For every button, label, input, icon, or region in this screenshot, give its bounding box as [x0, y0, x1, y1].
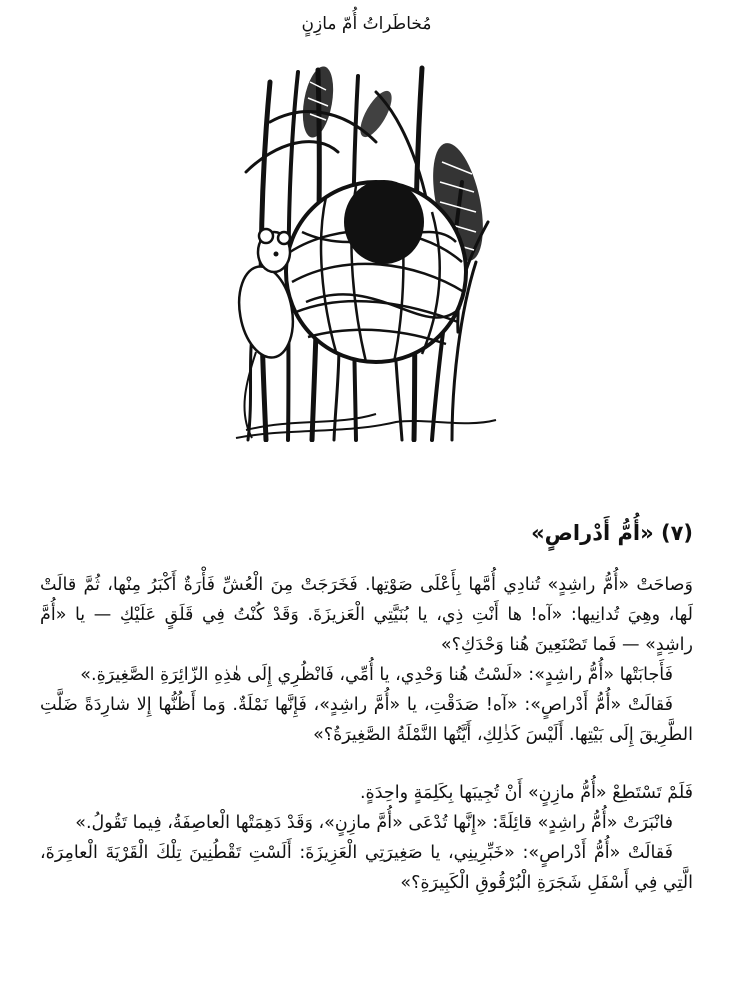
paragraph: فانْبَرَتْ «أُمُّ راشِدٍ» قائِلَةً: «إِنَّها تُدْعَى «أُمَّ مازِنٍ»، وَقَدْ دَهِمَتْها الْعاصِفَةُ، فِيما تَقُولُ.» [75, 813, 673, 833]
paragraph: فَقالَتْ «أُمُّ أَدْراصٍ»: «خَبِّرِينِي، يا صَغِيرَتِي الْعَزِيزَةَ: أَلَسْتِ تَقْطُنِينَ تِلْكَ الْقَرْيَةَ الْعامِرَةَ، الَّتِي فِي أَسْفَلِ شَجَرَةِ الْبُرْقُوقِ الْكَبِيرَةِ؟» [40, 843, 693, 893]
chapter-title: (٧) «أُمُّ أَدْراصٍ» [531, 521, 693, 545]
running-head: مُخاطَراتُ أُمّ مازِنٍ [301, 14, 432, 34]
paragraph: وَصاحَتْ «أُمُّ راشِدٍ» تُنادِي أُمَّها بِأَعْلَى صَوْتِها. فَخَرَجَتْ مِنَ الْعُشِّ فَأْرَةٌ أَكْبَرُ مِنْها، ثُمَّ قالَتْ لَها، وهِيَ تُدانِيها: «آه! ها أَنْتِ ذِي، يا بُنَيَّتِي الْعَزيزَةَ. وَقَدْ كُنْتُ فِي قَلَقٍ عَلَيْكِ — يا «أُمَّ راشِدٍ» — فَما تَصْنَعِينَ هُنا وَحْدَكِ؟» [40, 575, 693, 655]
paragraph: فَأَجابَتْها «أُمُّ راشِدٍ»: «لَسْتُ هُنا وَحْدِي، يا أُمِّي، فَانْظُرِي إِلَى هٰذِهِ الزّائِرَةِ الصَّغِيرَةِ.» [80, 665, 673, 685]
paragraph: فَلَمْ تَسْتَطِعْ «أُمُّ مازِنٍ» أَنْ تُجِيبَها بِكَلِمَةٍ واحِدَةٍ. [359, 783, 693, 803]
mouse-nest-illustration [226, 62, 502, 442]
paragraph: فَقالَتْ «أُمُّ أَدْراصٍ»: «آه! صَدَقْتِ، يا «أُمَّ راشِدٍ»، فَإِنَّها نَمْلَةٌ. وَما أَظُنُّها إِلا شارِدَةً ضَلَّتِ الطَّرِيقَ إِلَى بَيْتِها. أَلَيْسَ كَذٰلِكِ، أَيَّتُها النَّمْلَةُ الصَّغِيرَةُ؟» [40, 695, 693, 745]
chapter-body [40, 570, 693, 898]
